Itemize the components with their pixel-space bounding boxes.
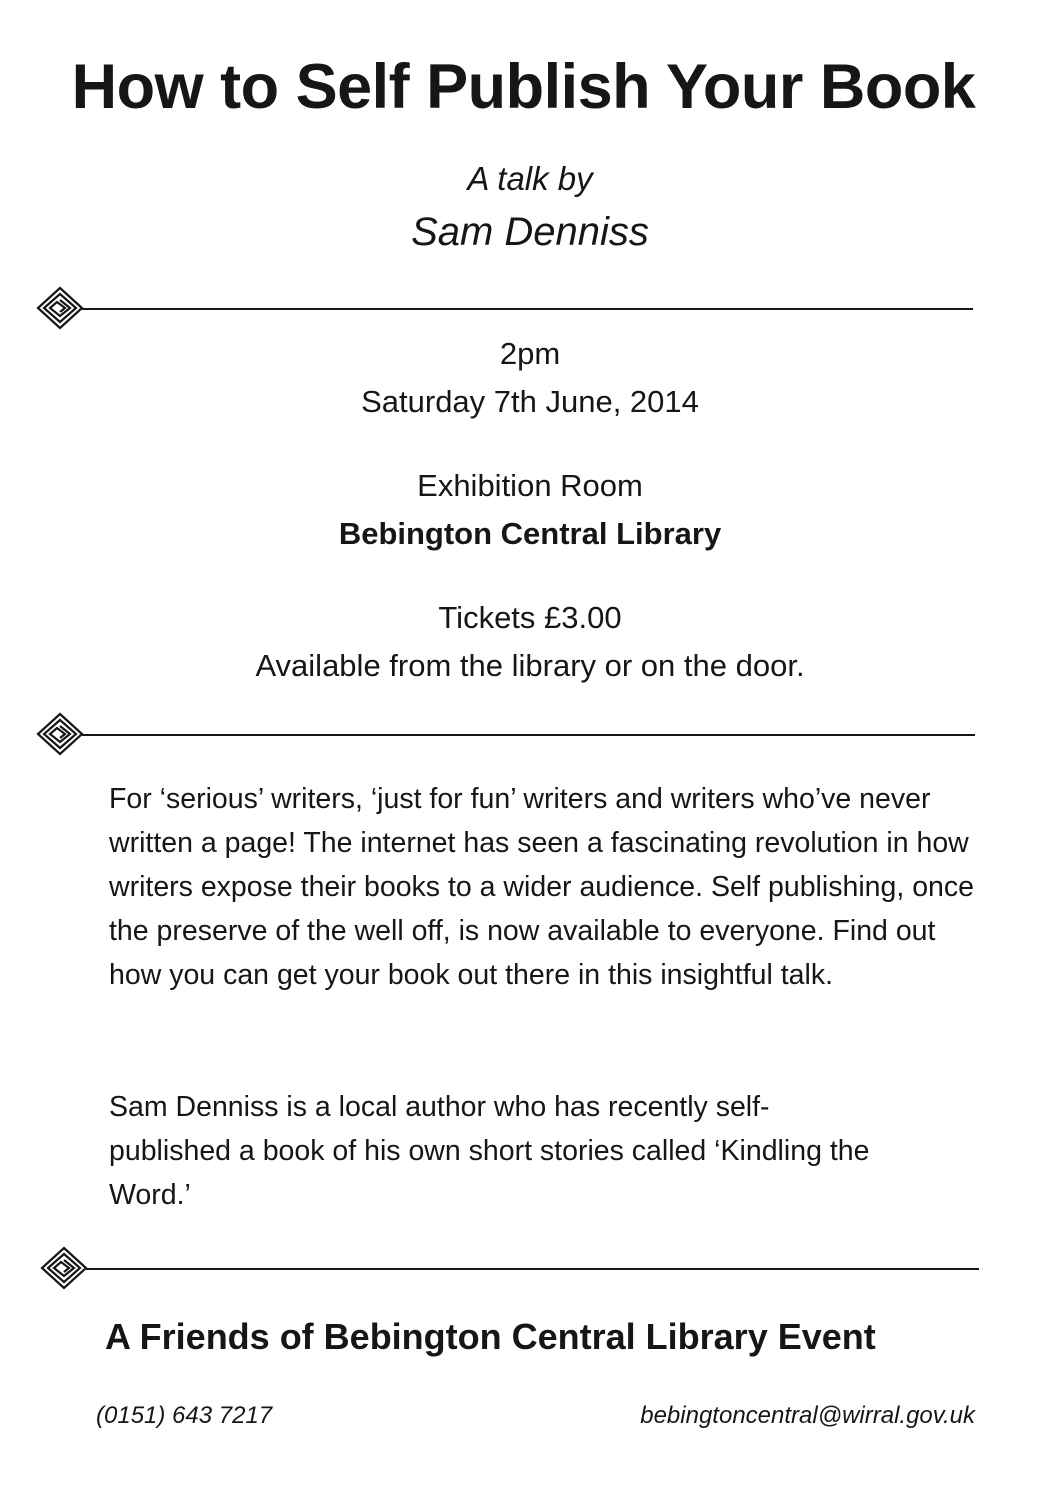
event-date: Saturday 7th June, 2014: [361, 384, 699, 419]
section-divider: [30, 1246, 981, 1290]
diamond-spiral-icon: [38, 714, 82, 754]
author-bio: Sam Denniss is a local author who has recently self-published a book of his own short stories called ‘Kindling the Word.’: [109, 1091, 870, 1211]
diamond-spiral-icon: [42, 1248, 86, 1288]
ticket-price: Tickets £3.00: [438, 600, 622, 635]
contact-email: bebingtoncentral@wirral.gov.uk: [640, 1402, 975, 1429]
page-title: How to Self Publish Your Book: [71, 52, 976, 122]
contact-phone: (0151) 643 7217: [96, 1402, 273, 1429]
diamond-spiral-icon: [38, 288, 82, 328]
description-paragraph: For ‘serious’ writers, ‘just for fun’ writers and writers who’ve never written a page! The internet has seen a fascinating revolution in how writers expose their books to a wider audience. Self publishing, once the preserve of the well off, is now available to everyone. Find out how you can get your book out there in this insightful talk.: [109, 783, 974, 991]
event-time: 2pm: [499, 336, 561, 371]
section-divider: [30, 712, 977, 756]
talk-by-label: A talk by: [467, 160, 593, 197]
organiser-credit: A Friends of Bebington Central Library Event: [105, 1316, 876, 1357]
event-room: Exhibition Room: [417, 468, 643, 503]
section-divider: [30, 286, 975, 330]
event-venue: Bebington Central Library: [338, 516, 722, 551]
speaker-name: Sam Denniss: [411, 210, 649, 254]
ticket-availability: Available from the library or on the door.: [255, 648, 805, 683]
